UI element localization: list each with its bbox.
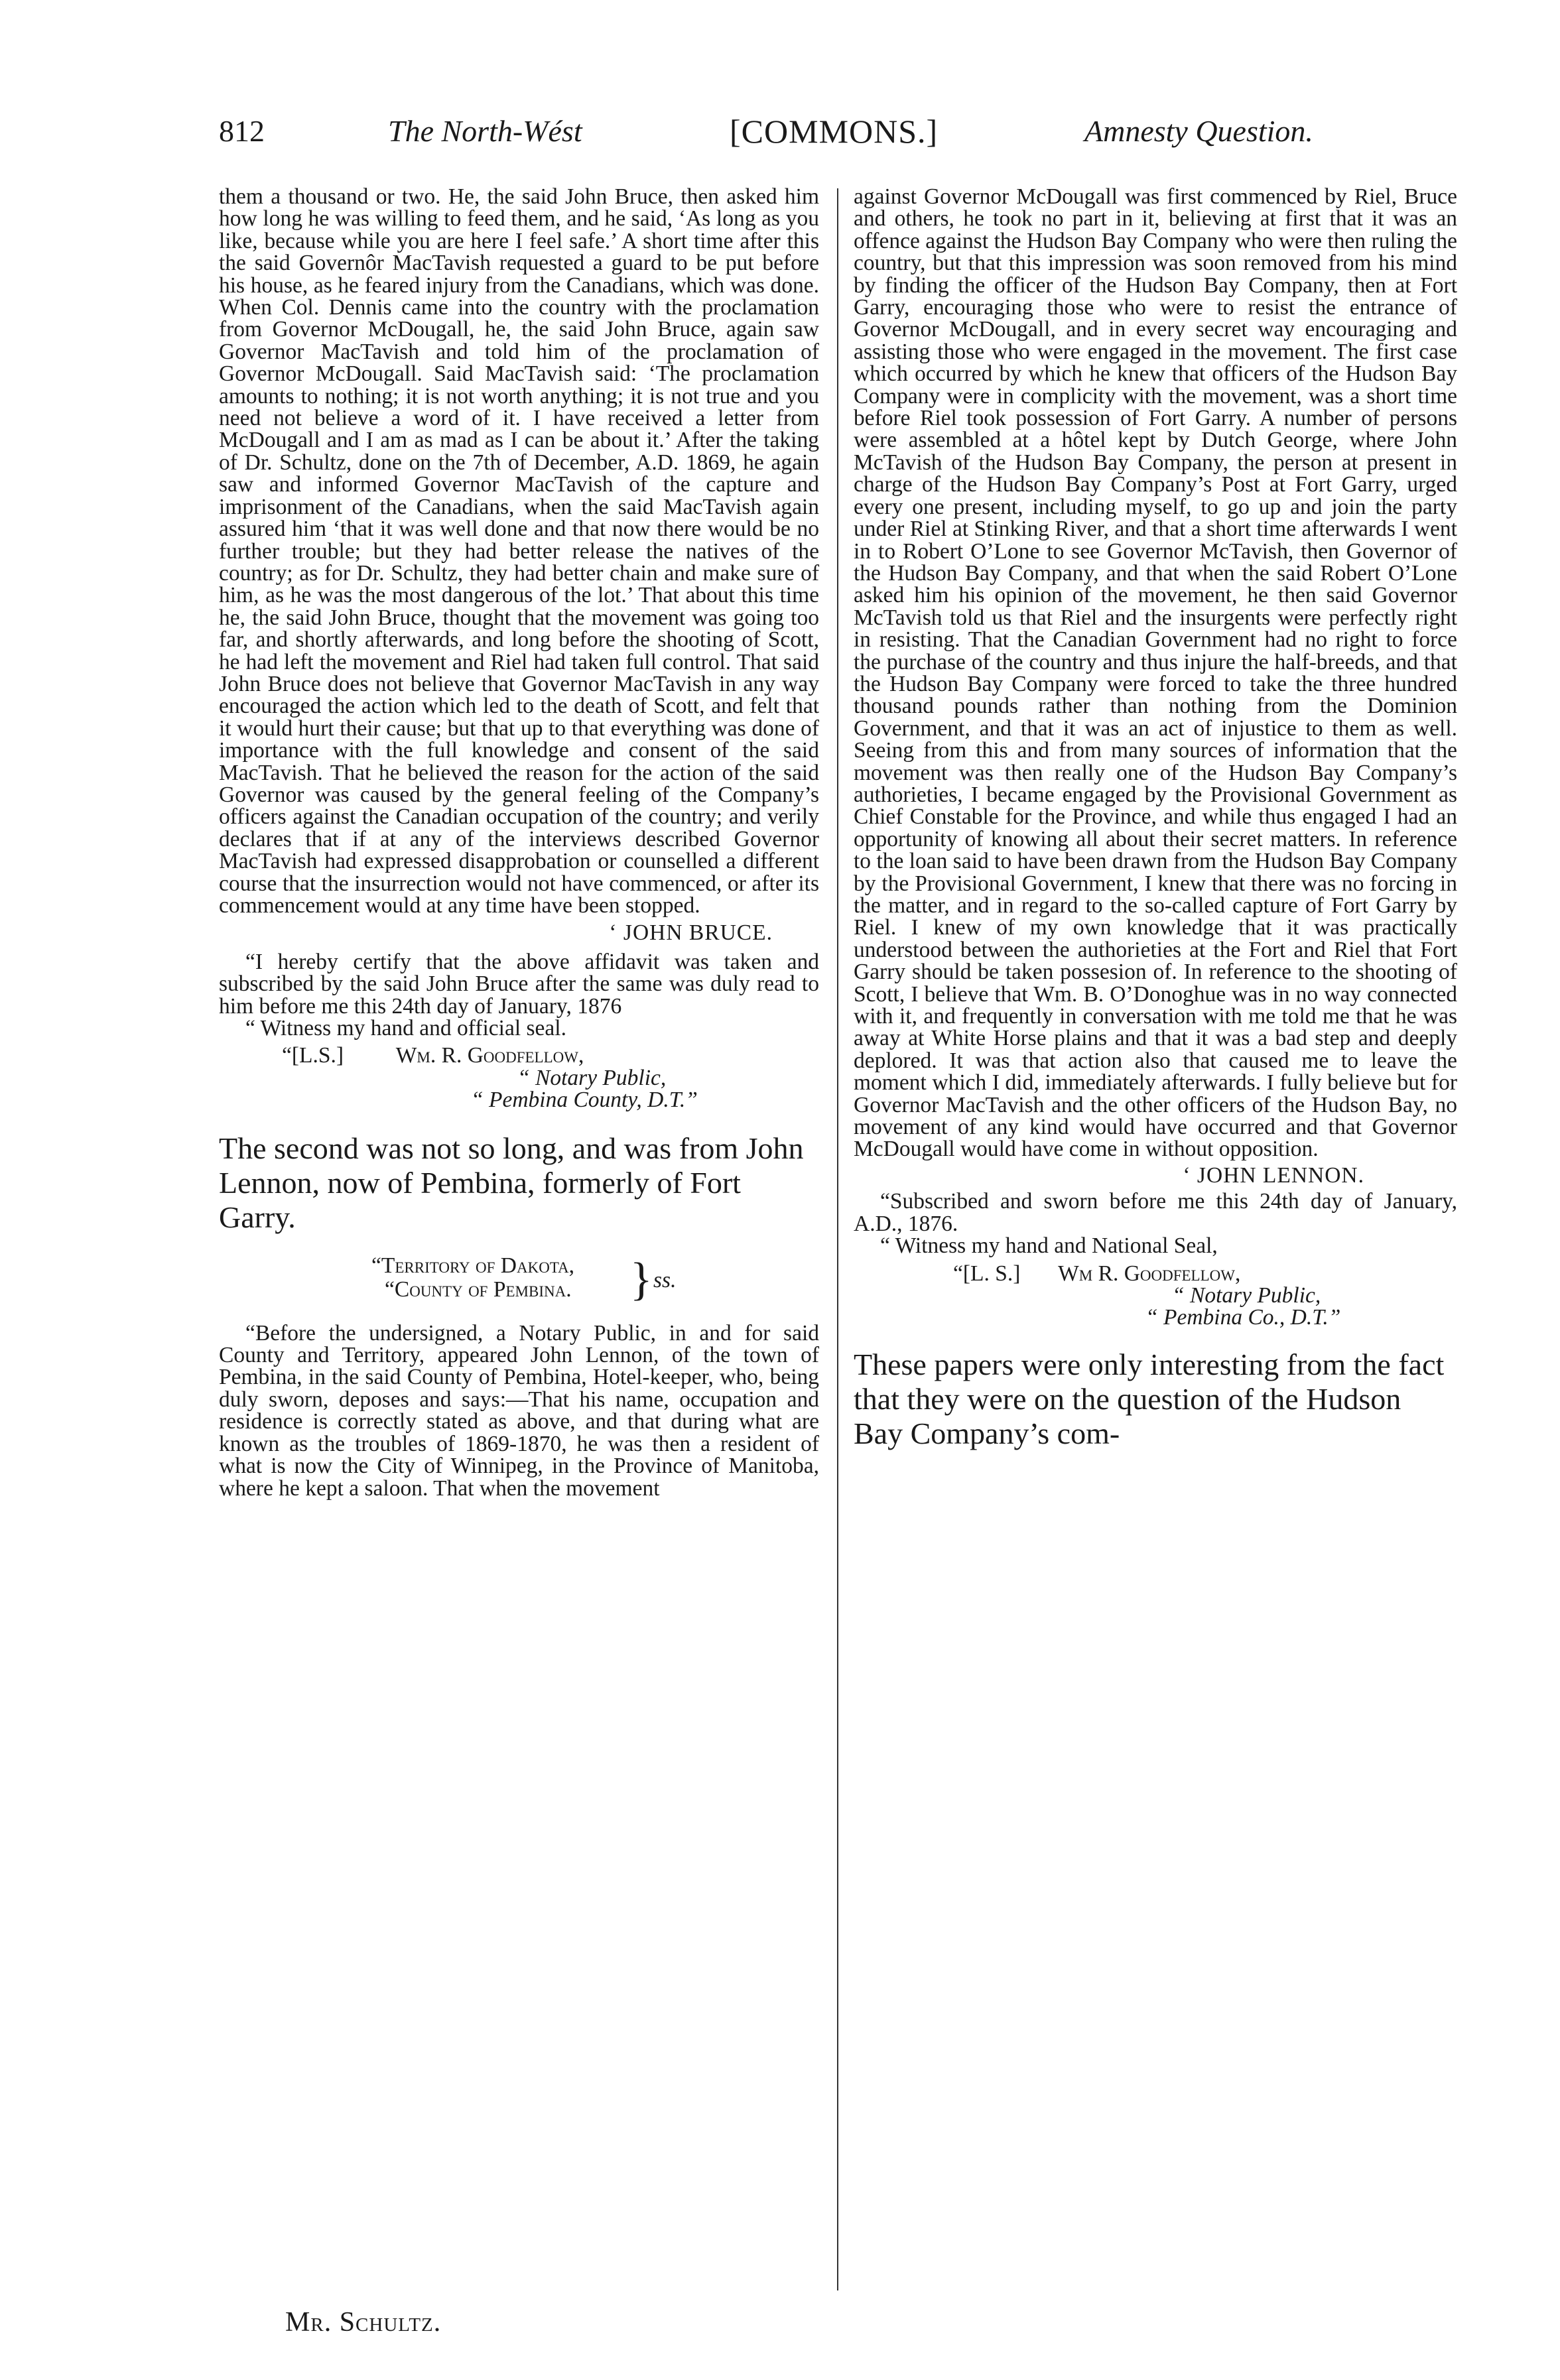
page-number: 812 <box>219 114 265 148</box>
page-header <box>0 111 1560 164</box>
seal-ls-right: “[L. S.] <box>953 1261 1021 1286</box>
lennon-intro-text: The second was not so long, and was from John Lennon, now of Pembina, formerly of Fort Garry. <box>219 1131 804 1234</box>
bruce-notary-block <box>219 1044 819 1111</box>
column-divider <box>837 188 838 2290</box>
bruce-affidavit-paragraph: them a thousand or two. He, the said John Bruce, then asked him how long he was willing to feed them, and he said, ‘As long as you like, because while you are here I feel safe.’ A short time after this the said Governôr MacTavish requested a guard to be put before his house, as he feared injury from the Canadians, which was done. When Col. Dennis came into the country with the proclamation from Governor McDougall, he, the said John Bruce, again saw Governor MacTavish and told him of the proclamation of Governor McDougall. Said MacTavish said: ‘The proclamation amounts to nothing; it is not worth anything; it is not true and you need not believe a word of it. I have received a letter from McDougall and I am as mad as I can be about it.’ After the taking of Dr. Schultz, done on the 7th of December, A.D. 1869, he again saw and informed Governor MacTavish of the capture and imprisonment of the Canadians, when the said MacTavish again assured him ‘that it was well done and that now there would be no further trouble; but they had better release the natives of the country; as for Dr. Schultz, they had better chain and make sure of him, as he was the most dangerous of the lot.’ That about this time he, the said John Bruce, thought that the movement was going too far, and shortly afterwards, and long before the shooting of Scott, he had left the movement and Riel had taken full control. That said John Bruce does not believe that Governor MacTavish in any way encouraged the action which led to the death of Scott, and felt that it would hurt their cause; but that up to that everything was done of importance with the full knowledge and consent of the said MacTavish. That he believed the reason for the action of the said Governor was caused by the general feeling of the Company’s officers against the Canadian occupation of the country; and verily declares that if at any of the interviews described Governor MacTavish had expressed disapprobation or counselled a different course that the insurrection would not have commenced, or after its commencement would at any time have been stopped. <box>219 184 819 918</box>
bruce-certification: “I hereby certify that the above affidavit was taken and subscribed by the said John Bruce after the same was duly read to him before me this 24th day of January, 1876 <box>219 949 819 1019</box>
seal-ls: “[L.S.] <box>282 1043 344 1068</box>
venue-block <box>219 1255 819 1305</box>
left-column <box>219 186 819 1499</box>
lennon-notary-block <box>854 1263 1457 1329</box>
running-title-right: Amnesty Question. <box>1084 114 1313 148</box>
lennon-affidavit-opening: “Before the undersigned, a Notary Public, in and for said County and Territory, appeared John Lennon, of the town of Pembina, in the said County of Pembina, Hotel-keeper, who, being duly sworn, deposes and says:—That his name, occupation and residence is correctly stated as above, and that during what are known as the troubles of 1869-1870, he was then a resident of what is now the City of Winnipeg, in the Province of Manitoba, where he kept a saloon. That when the movement <box>219 1320 819 1501</box>
lennon-affidavit-paragraph: against Governor McDougall was first commenced by Riel, Bruce and others, he took no part in it, believing at first that it was an offence against the Hudson Bay Company who were then ruling the country, but that this impression was soon removed from his mind by finding the officer of the Hudson Bay Company, then at Fort Garry, encouraging those who were to resist the entrance of Governor McDougall, and in every secret way encouraging and assisting those who were engaged in the movement. The first case which occurred by which he knew that officers of the Hudson Bay Company were in complicity with the movement, was a short time before Riel took possession of Fort Garry. A number of persons were assembled at a hôtel kept by Dutch George, where John McTavish of the Hudson Bay Company, the person at present in charge of the Hudson Bay Company’s Post at Fort Garry, urged every one present, including myself, to go up and join the party under Riel at Stinking River, and that a short time afterwards I went in to Robert O’Lone to see Governor McTavish, then Governor of the Hudson Bay Company, and that when the said Robert O’Lone asked him his opinion of the movement, he then said Governor McTavish told us that Riel and the insurgents were perfectly right in resisting. That the Canadian Government had no right to force the purchase of the country and thus injure the half-breeds, and that the Hudson Bay Company were forced to take the three hundred thousand pounds rather than nothing from the Dominion Government, and that it was an act of injustice to them as well. Seeing from this and from many sources of information that the movement was then really one of the Hudson Bay Company’s authorieties, I became engaged by the Provisional Government as Chief Constable for the Province, and while thus engaged I had an opportunity of knowing all about their secret matters. In reference to the loan said to have been drawn from the Hudson Bay Company by the Provisional Government, I knew that there was no forcing in the matter, and in regard to the so-called capture of Fort Garry by Riel. I knew of my own knowledge that it was practically understood between the authorieties at the Fort and Riel that Fort Garry should be taken possesion of. In reference to the shooting of Scott, I believe that Wm. B. O’Donoghue was in no way connected with it, and frequently in conversation with me told me that he was away at White Horse plains and that it was a bad step and deeply deplored. It was that action also that caused me to leave the moment which I did, immediately afterwards. I fully believe but for Governor MacTavish and the other officers of the Hudson Bay, no movement of any kind would have occurred and that Governor McDougall would have come in without opposition. <box>854 184 1457 1162</box>
venue-ss: ss. <box>653 1267 677 1292</box>
venue-brace: } <box>630 1253 653 1305</box>
lennon-witness-line: “ Witness my hand and National Seal, <box>880 1233 1218 1259</box>
right-column <box>854 186 1457 1451</box>
notary-place: “ Pembina County, D.T.” <box>471 1088 698 1113</box>
closing-remark-text: These papers were only interesting from the fact that they were on the question of the Hudson Bay Company’s com- <box>854 1347 1445 1450</box>
notary-name: Wm. R. Goodfellow, <box>395 1043 584 1068</box>
venue-county: “County of Pembina. <box>385 1277 572 1302</box>
bruce-signature: ‘ JOHN BRUCE. <box>609 920 773 946</box>
running-title-left: The North-Wést <box>388 114 582 148</box>
notary-title-right: “ Notary Public, <box>1172 1283 1321 1308</box>
bruce-witness-line: “ Witness my hand and official seal. <box>245 1016 566 1041</box>
venue-territory: “Territory of Dakota, <box>371 1253 575 1278</box>
running-title-center: [COMMONS.] <box>730 113 939 150</box>
lennon-subscribed-line: “Subscribed and sworn before me this 24th day of January, A.D., 1876. <box>854 1189 1457 1236</box>
notary-title: “ Notary Public, <box>517 1065 667 1090</box>
speaker-name: Mr. Schultz. <box>285 2307 442 2338</box>
lennon-signature: ‘ JOHN LENNON. <box>1183 1162 1364 1188</box>
notary-name-right: Wm R. Goodfellow, <box>1058 1261 1241 1286</box>
notary-place-right: “ Pembina Co., D.T.” <box>1145 1305 1341 1330</box>
